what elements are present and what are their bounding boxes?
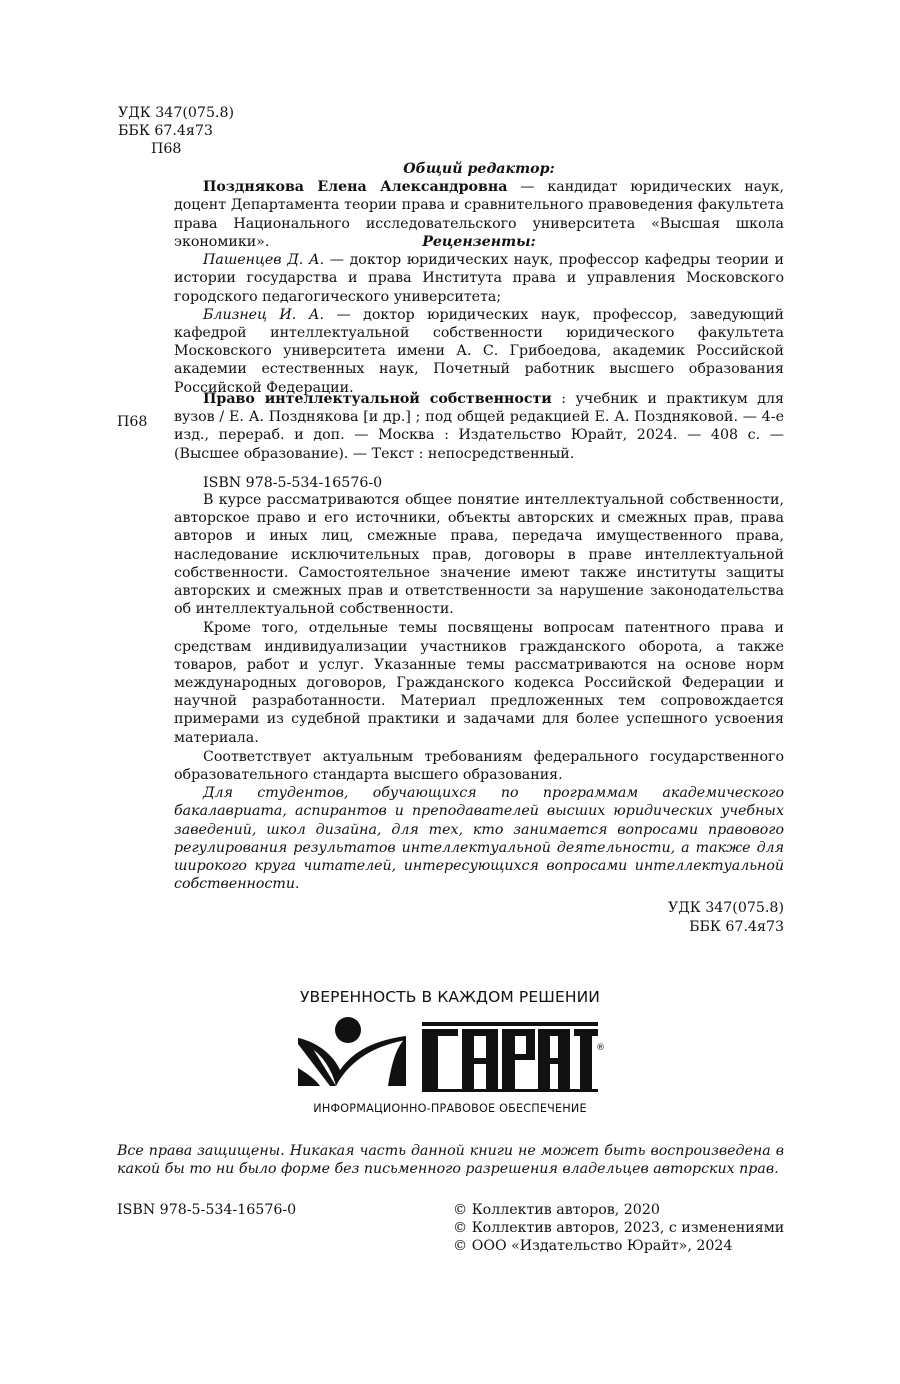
editor-description-rest: Департамента теории права и сравнительного правоведения факультета права Национального исследовательского университета «Высшая школа экономики». [174, 197, 784, 250]
garant-logo-block [296, 988, 604, 1118]
logo-subtitle: ИНФОРМАЦИОННО-ПРАВОВОЕ ОБЕСПЕЧЕНИЕ [313, 1102, 587, 1116]
editor-name: Позднякова Елена Александровна [203, 179, 508, 196]
garant-logo [296, 1016, 604, 1094]
reviewer-text: — доктор юридических наук, профессор, заведующий кафедрой интеллектуальной собственности юридического факультета Московского университета имени А. С. Грибоедова, академик Российской академии естественных наук, Почетный работник высшего образования Российской Федерации. [174, 306, 784, 396]
reviewer-text: — доктор юридических наук, профессор кафедры теории и истории государства и права Института права и управления Московского городского педагогического университета; [174, 252, 784, 305]
bibliographic-description [174, 390, 784, 463]
udk-code-bottom: УДК 347(075.8) [667, 900, 784, 917]
editor-heading: Общий редактор: [403, 161, 555, 177]
book-title: Право интеллектуальной собственности [203, 391, 552, 407]
reviewers-heading: Рецензенты: [422, 234, 536, 250]
record-rest: Е. А. Позднякова [и др.] ; под общей редакцией Е. А. Поздняковой. — 4-е изд., перераб. и доп. — Москва : Издательство Юрайт, 2024. — 408 с. — (Высшее образование). — Текст : непосредственный. [174, 409, 784, 462]
garant-emblem-icon [298, 1017, 406, 1086]
copyright-line: © ООО «Издательство Юрайт», 2024 [453, 1238, 733, 1255]
annotation-section [174, 491, 784, 936]
annotation-paragraph: Кроме того, отдельные темы посвящены вопросам патентного права и средствам индивидуализации участников гражданского оборота, а также товаров, работ и услуг. Указанные темы рассматриваются на основе норм международных договоров, Гражданского кодекса Российской Федерации и научной разработанности. Материал предложенных тем сопровождается примерами из судебной практики и задачами для более успешного усвоения материала. [174, 620, 784, 746]
author-mark: П68 [151, 141, 182, 158]
annotation-paragraph: Соответствует актуальным требованиям федерального государственного образовательного стандарта высшего образования. [174, 748, 784, 784]
editor-description-line1: — кандидат юридических наук, доцент [174, 179, 784, 214]
reviewer-item [174, 306, 784, 397]
rights-notice: Все права защищены. Никакая часть данной книги не может быть воспроизведена в какой бы то ни было форме без письменного разрешения владельцев авторских прав. [117, 1143, 784, 1178]
garant-wordmark-icon [422, 1022, 598, 1092]
registered-mark: ® [596, 1043, 605, 1054]
bbk-code-bottom: ББК 67.4я73 [689, 918, 784, 935]
record-line1: : учебник и практикум для вузов / [174, 391, 784, 426]
isbn-bottom: ISBN 978-5-534-16576-0 [117, 1202, 297, 1218]
reviewer-item [174, 251, 784, 306]
logo-slogan: УВЕРЕННОСТЬ В КАЖДОМ РЕШЕНИИ [299, 988, 600, 1006]
reviewers-section [174, 233, 784, 397]
isbn-line: ISBN 978-5-534-16576-0 [203, 474, 383, 491]
udk-code: УДК 347(075.8) [118, 105, 235, 121]
reviewer-name: Пашенцев Д. А. [203, 252, 325, 269]
reviewer-name: Близнец И. А. [203, 306, 325, 323]
copyright-line: © Коллектив авторов, 2023, с изменениями [453, 1220, 785, 1237]
bibliographic-author-mark: П68 [117, 414, 148, 430]
bbk-code: ББК 67.4я73 [118, 123, 213, 140]
copyright-block [453, 1201, 784, 1256]
copyright-line: © Коллектив авторов, 2020 [453, 1202, 660, 1218]
annotation-paragraph: В курсе рассматриваются общее понятие интеллектуальной собственности, авторское право и его источники, объекты авторских и смежных прав, права авторов и иных лиц, смежные права, передача имущественного права, наследование исключительных прав, договоры в праве интеллектуальной собственности. Самостоятельное значение имеют также институты защиты авторских и смежных прав и ответственности за нарушение законодательства об интеллектуальной собственности. [174, 492, 784, 618]
audience-paragraph: Для студентов, обучающихся по программам академического бакалавриата, аспирантов и преподавателей высших юридических учебных заведений, школ дизайна, для тех, кто занимается вопросами правового регулирования результатов интеллектуальной деятельности, а также для широкого круга читателей, интересующихся вопросами интеллектуальной собственности. [174, 785, 784, 893]
classification-block [118, 104, 234, 159]
bibliographic-record [174, 390, 784, 492]
